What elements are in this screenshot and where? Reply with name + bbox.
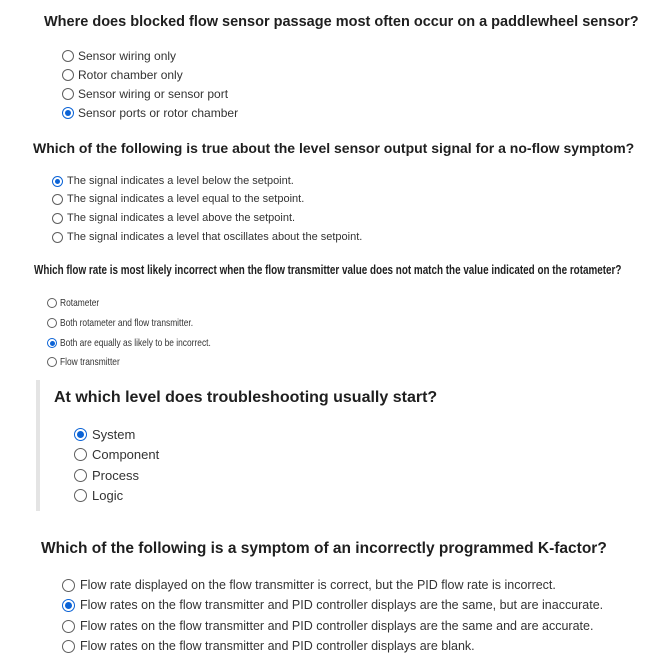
question-4-title: At which level does troubleshooting usually start?	[54, 389, 438, 406]
radio-icon[interactable]	[62, 88, 74, 100]
question-1-title: Where does blocked flow sensor passage most often occur on a paddlewheel sensor?	[44, 14, 639, 30]
q5-option-4[interactable]	[62, 639, 475, 653]
radio-icon[interactable]	[62, 50, 74, 62]
q2-option-4[interactable]	[52, 231, 362, 243]
q4-option-2[interactable]	[74, 447, 159, 462]
radio-icon[interactable]	[47, 298, 57, 308]
radio-icon[interactable]	[62, 69, 74, 81]
q2-option-3[interactable]	[52, 212, 295, 224]
radio-icon[interactable]	[62, 579, 75, 592]
option-label: Flow rates on the flow transmitter and PID controller displays are the same and are accurate.	[80, 619, 594, 633]
option-label: The signal indicates a level that oscillates about the setpoint.	[67, 231, 363, 243]
option-label: Sensor wiring or sensor port	[78, 87, 229, 101]
q4-option-3[interactable]	[74, 468, 139, 483]
option-label: Rotameter	[60, 297, 100, 309]
q1-option-4[interactable]	[62, 106, 238, 120]
question-5-title: Which of the following is a symptom of an incorrectly programmed K-factor?	[41, 540, 607, 557]
radio-selected-icon[interactable]	[62, 599, 75, 612]
radio-icon[interactable]	[52, 213, 63, 224]
radio-icon[interactable]	[52, 194, 63, 205]
question-3-title: Which flow rate is most likely incorrect when the flow transmitter value does not match the value indicated on the rotameter?	[34, 262, 622, 277]
radio-selected-icon[interactable]	[47, 338, 57, 348]
radio-icon[interactable]	[52, 232, 63, 243]
radio-icon[interactable]	[62, 640, 75, 653]
option-label: Flow transmitter	[60, 356, 120, 368]
option-label: Sensor wiring only	[78, 49, 177, 63]
option-label: Both rotameter and flow transmitter.	[60, 317, 194, 329]
q3-option-2[interactable]	[47, 317, 226, 329]
option-label: The signal indicates a level below the setpoint.	[67, 175, 294, 187]
q3-option-4[interactable]	[47, 356, 135, 368]
q4-option-1[interactable]	[74, 427, 135, 442]
radio-selected-icon[interactable]	[74, 428, 87, 441]
question-2-title: Which of the following is true about the level sensor output signal for a no-flow symptom?	[33, 140, 635, 156]
radio-icon[interactable]	[47, 318, 57, 328]
option-label: The signal indicates a level above the setpoint.	[67, 212, 296, 224]
option-label: Flow rates on the flow transmitter and PID controller displays are blank.	[80, 639, 475, 653]
q2-option-1[interactable]	[52, 175, 294, 187]
option-label: Process	[92, 468, 139, 483]
q2-option-2[interactable]	[52, 193, 304, 205]
q5-option-2[interactable]	[62, 598, 603, 612]
q1-option-3[interactable]	[62, 87, 228, 101]
q5-option-3[interactable]	[62, 619, 593, 633]
radio-selected-icon[interactable]	[52, 176, 63, 187]
q3-option-1[interactable]	[47, 297, 109, 309]
radio-icon[interactable]	[47, 357, 57, 367]
radio-icon[interactable]	[74, 489, 87, 502]
radio-icon[interactable]	[74, 469, 87, 482]
radio-icon[interactable]	[74, 448, 87, 461]
question-4-left-border	[36, 380, 40, 511]
option-label: Component	[92, 447, 160, 462]
q1-option-1[interactable]	[62, 49, 176, 63]
option-label: Flow rate displayed on the flow transmitter is correct, but the PID flow rate is incorrect.	[80, 578, 556, 592]
q3-option-3[interactable]	[47, 337, 249, 349]
radio-icon[interactable]	[62, 620, 75, 633]
option-label: Logic	[92, 488, 124, 503]
q5-option-1[interactable]	[62, 578, 556, 592]
q1-option-2[interactable]	[62, 68, 183, 82]
option-label: The signal indicates a level equal to the setpoint.	[67, 193, 305, 205]
option-label: System	[92, 427, 136, 442]
option-label: Rotor chamber only	[78, 68, 183, 82]
option-label: Flow rates on the flow transmitter and PID controller displays are the same, but are inaccurate.	[80, 598, 604, 612]
option-label: Sensor ports or rotor chamber	[78, 106, 239, 120]
radio-selected-icon[interactable]	[62, 107, 74, 119]
option-label: Both are equally as likely to be incorrect.	[60, 337, 211, 349]
q4-option-4[interactable]	[74, 488, 123, 503]
